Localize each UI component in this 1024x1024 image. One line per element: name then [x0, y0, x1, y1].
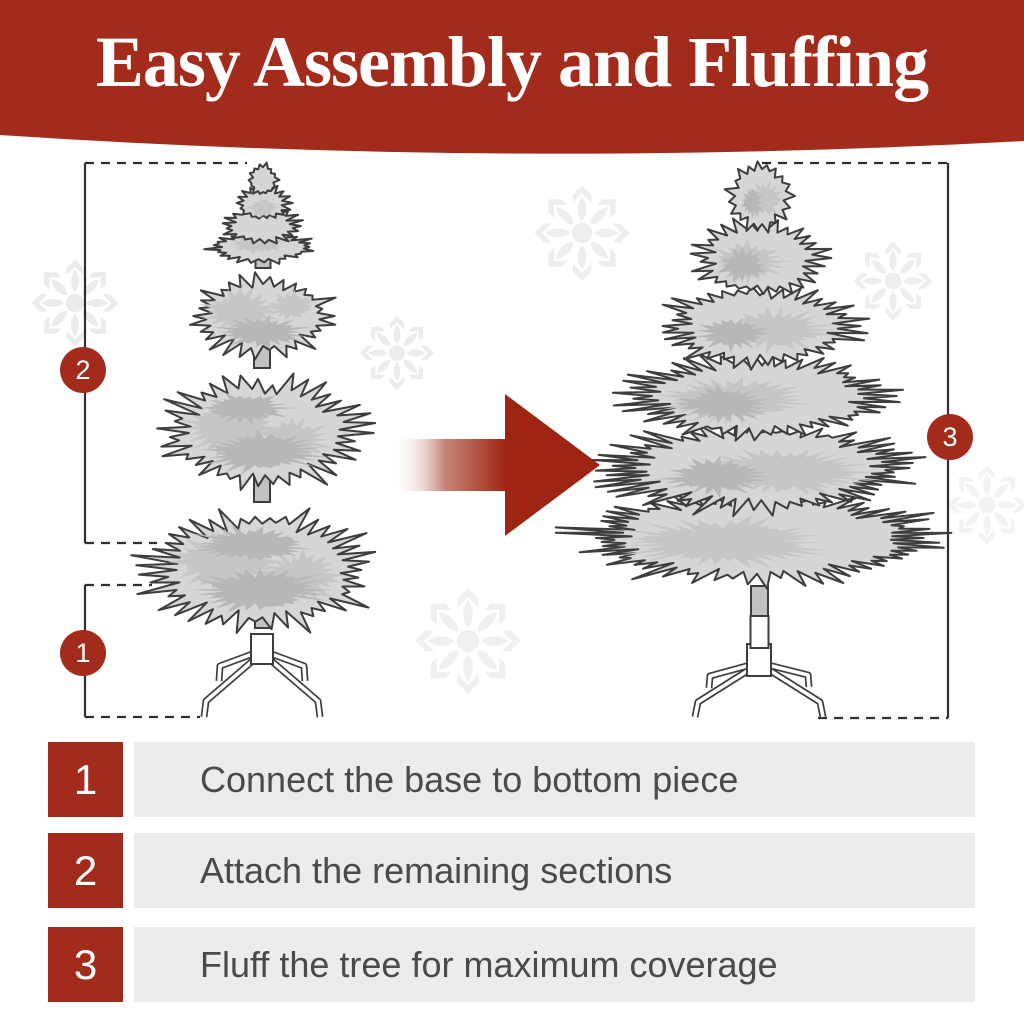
- tree-stand-left: [204, 634, 320, 717]
- assembly-arrow-icon: [393, 394, 600, 536]
- step-text-2: Attach the remaining sections: [200, 849, 673, 891]
- snowflake-icon: [415, 588, 521, 694]
- tree-stand-right: [695, 644, 823, 717]
- badge-2: 2: [60, 347, 106, 393]
- step-number-1: 1: [48, 742, 123, 817]
- snowflake-icon: [360, 316, 434, 390]
- step-bar-2: [134, 833, 975, 908]
- step-bar-1: [134, 742, 975, 817]
- snowflake-icon: [31, 259, 118, 346]
- banner-title: Easy Assembly and Fluffing: [95, 22, 929, 102]
- step-row-1: [48, 742, 975, 817]
- step-bar-3: [134, 927, 975, 1002]
- snowflake-icon: [947, 465, 1024, 544]
- badge-1: 1: [60, 630, 106, 676]
- disassembled-tree-sections: [131, 163, 375, 633]
- step-number-2: 2: [48, 833, 123, 908]
- step-number-3: 3: [48, 927, 123, 1002]
- snowflake-icon: [853, 241, 932, 320]
- step-text-1: Connect the base to bottom piece: [200, 758, 739, 800]
- snowflake-icon: [534, 185, 629, 280]
- badge-3: 3: [927, 414, 973, 460]
- step-row-3: [48, 927, 975, 1002]
- step-row-2: [48, 833, 975, 908]
- step-text-3: Fluff the tree for maximum coverage: [200, 943, 778, 985]
